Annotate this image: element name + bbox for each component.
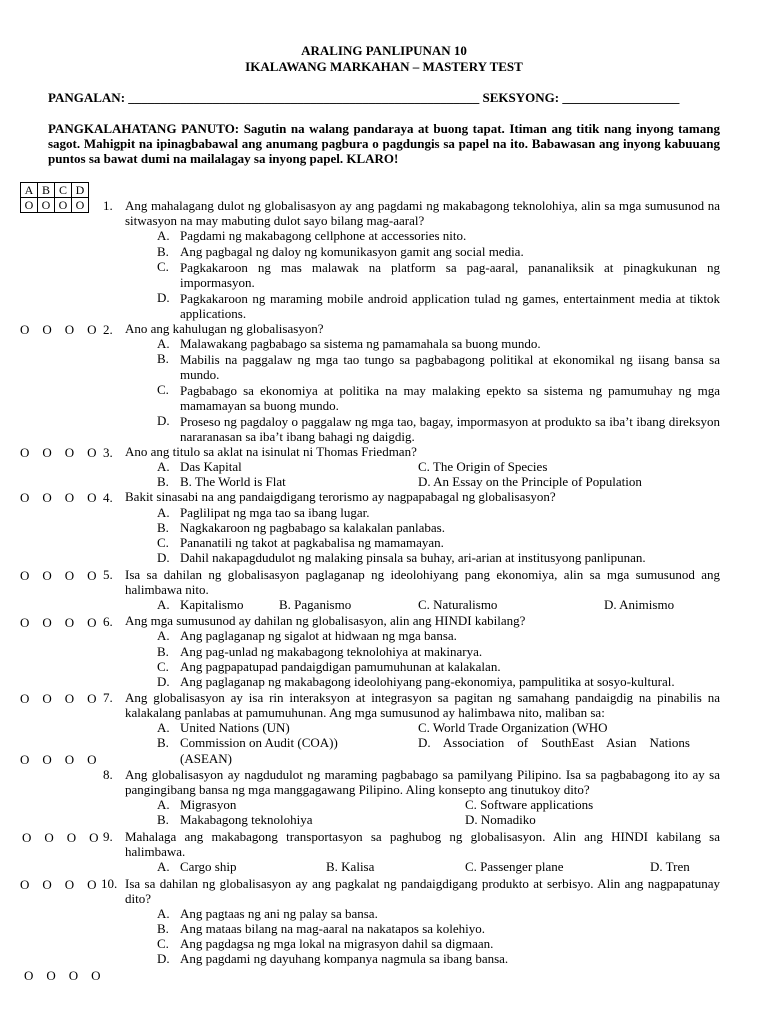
choice-text: C. World Trade Organization (WHO: [418, 720, 608, 735]
choice-letter: A.: [157, 906, 170, 921]
choice-text: Ang pag-unlad ng makabagong teknolohiya at makinarya.: [180, 644, 483, 659]
choice-letter: A.: [157, 505, 170, 520]
choice-text: D. Nomadiko: [465, 812, 536, 827]
choice-letter: B.: [157, 921, 169, 936]
question-stem: Ang mga sumusunod ay dahilan ng globalisasyon, alin ang HINDI kabilang?: [125, 613, 526, 628]
bubble-c[interactable]: O: [66, 830, 77, 845]
choice-text: Ang mataas bilang na mag-aaral na nakatapos sa kolehiyo.: [180, 921, 486, 936]
bubble-c[interactable]: O: [64, 752, 75, 767]
question-number: 7.: [103, 690, 113, 705]
bubble-b[interactable]: O: [42, 877, 52, 892]
choice-letter: A.: [157, 597, 170, 612]
choice-text: C. Software applications: [465, 797, 594, 812]
answer-bubbles[interactable]: [20, 322, 97, 338]
choice-letter: C.: [157, 382, 169, 397]
bubble-a[interactable]: O: [20, 615, 30, 630]
choice-text: Ang pagdagsa ng mga lokal na migrasyon dahil sa digmaan.: [180, 936, 494, 951]
bubble-c[interactable]: O: [68, 968, 79, 983]
choice-text: Pagkakaroon ng mas malawak na platform sa pag-aaral, pananaliksik at pinagkukunan ng impormasyon.: [180, 260, 720, 290]
bubble-c[interactable]: O: [64, 445, 75, 460]
question-stem: Isa sa dahilan ng globalisasyon ay ang pagkalat ng pandaigdigang produkto at serbisyo. Alin ang nagpapatunay dito?: [125, 876, 720, 906]
question-stem: Isa sa dahilan ng globalisasyon paglaganap ng ideolohiyang pang ekonomiya, alin sa mga sumusunod ang halimbawa nito.: [125, 567, 720, 597]
choice-letter: A.: [157, 336, 170, 351]
choice-letter: C.: [157, 659, 169, 674]
choice-text: Migrasyon: [180, 797, 237, 812]
answer-bubbles[interactable]: [20, 445, 97, 461]
answer-bubbles[interactable]: [20, 691, 97, 707]
bubble-c[interactable]: O: [64, 490, 75, 505]
bubble-d[interactable]: O: [87, 691, 97, 706]
answer-bubbles[interactable]: [20, 490, 97, 506]
bubble-b[interactable]: O: [42, 568, 52, 583]
key-letter-c: C: [55, 183, 72, 198]
choice-text: B. Kalisa: [326, 859, 375, 874]
answer-bubbles[interactable]: [22, 830, 99, 846]
choice-text: Malawakang pagbabago sa sistema ng pamamahala sa buong mundo.: [180, 336, 541, 351]
choice-letter: A.: [157, 720, 170, 735]
bubble-d[interactable]: O: [87, 490, 97, 505]
bubble-d[interactable]: O: [87, 615, 97, 630]
question-stem: Ang globalisasyon ay nagdudulot ng maraming pagbabago sa pamilyang Pilipino. Isa sa pagbabagong ito ay sa pangingibang bansa ng mga manggagawang Pilipino. Aling konsepto ang tinutukoy dito?: [125, 767, 720, 797]
general-instructions: PANGKALAHATANG PANUTO: Sagutin na walang pandaraya at buong tapat. Itiman ang titik nang inyong tamang sagot. Mahigpit na ipinagbabawal ang anumang pagbura o pagdungis sa papel na ito. Babawasan ang inyong kabuuang puntos sa bawat dumi na mailalagay sa inyong papel. KLARO!: [48, 121, 720, 166]
choice-letter: A.: [157, 628, 170, 643]
bubble-d[interactable]: O: [89, 830, 99, 845]
choice-text: Ang pagtaas ng ani ng palay sa bansa.: [180, 906, 378, 921]
subject-title: ARALING PANLIPUNAN 10: [301, 43, 467, 58]
bubble-a[interactable]: O: [20, 490, 30, 505]
bubble-b[interactable]: O: [42, 490, 52, 505]
choice-text: D. An Essay on the Principle of Population: [418, 474, 642, 489]
bubble-a[interactable]: O: [20, 691, 30, 706]
choice-letter: D.: [157, 550, 170, 565]
choice-text: Kapitalismo: [180, 597, 244, 612]
question-stem: Ano ang kahulugan ng globalisasyon?: [125, 321, 324, 336]
choice-text: B. Paganismo: [279, 597, 352, 612]
question-number: 3.: [103, 445, 113, 460]
bubble-c[interactable]: O: [64, 615, 75, 630]
choice-letter: A.: [157, 459, 170, 474]
choice-letter: D.: [157, 951, 170, 966]
choice-text: Ang paglaganap ng makabagong ideolohiyang pang-ekonomiya, pampulitika at sosyo-kultural.: [180, 674, 675, 689]
answer-bubbles[interactable]: [24, 968, 101, 984]
choice-letter: B.: [157, 474, 169, 489]
bubble-d[interactable]: O: [87, 322, 97, 337]
choice-text: Makabagong teknolohiya: [180, 812, 313, 827]
bubble-d[interactable]: O: [91, 968, 101, 983]
bubble-b[interactable]: O: [46, 968, 56, 983]
choice-text: Ang paglaganap ng sigalot at hidwaan ng mga bansa.: [180, 628, 457, 643]
choice-letter: D.: [157, 674, 170, 689]
answer-bubbles[interactable]: [20, 615, 97, 631]
answer-bubbles[interactable]: [20, 568, 97, 584]
bubble-c[interactable]: O: [64, 568, 75, 583]
choice-text: Ang pagbagal ng daloy ng komunikasyon gamit ang social media.: [180, 244, 524, 259]
choice-text: Proseso ng pagdaloy o paggalaw ng mga tao, bagay, impormasyon at produkto sa iba’t ibang direksyon nararanasan sa iba’t ibang bahagi ng daigdig.: [180, 414, 720, 444]
bubble-a[interactable]: O: [22, 830, 32, 845]
bubble-a[interactable]: O: [20, 322, 30, 337]
bubble-a[interactable]: O: [24, 968, 34, 983]
question-number: 10.: [101, 876, 118, 891]
answer-bubbles[interactable]: [20, 752, 97, 768]
choice-letter: B.: [157, 520, 169, 535]
choice-text: Commission on Audit (COA)): [180, 735, 338, 750]
key-circle-d[interactable]: O: [72, 198, 89, 213]
choice-letter: B.: [157, 644, 169, 659]
choice-text: D. Tren: [650, 859, 690, 874]
bubble-d[interactable]: O: [87, 877, 97, 892]
question-number: 8.: [103, 767, 113, 782]
question-stem: Ang globalisasyon ay isa rin interaksyon at integrasyon sa pagitan ng samahang pandaigdig na pinabilis na kalakalang panlabas at pamumuhunan. Ang mga sumusunod ay halimbawa nito, maliban sa:: [125, 690, 720, 720]
question-stem: Ang mahalagang dulot ng globalisasyon ay ang pagdami ng makabagong teknolohiya, alin sa mga sumusunod na sitwasyon na may mabuting dulot sayo bilang mag-aaral?: [125, 198, 720, 228]
bubble-a[interactable]: O: [20, 445, 30, 460]
question-stem: Bakit sinasabi na ang pandaigdigang terorismo ay nagpapabagal ng globalisasyon?: [125, 489, 556, 504]
key-letter-d: D: [72, 183, 89, 198]
question-number: 5.: [103, 567, 113, 582]
key-letter-a: A: [21, 183, 38, 198]
choice-letter: B.: [157, 735, 169, 750]
choice-letter: C.: [157, 535, 169, 550]
choice-letter: B.: [157, 351, 169, 366]
key-circle-b[interactable]: O: [38, 198, 55, 213]
choice-letter: A.: [157, 859, 170, 874]
key-circle-a[interactable]: O: [21, 198, 38, 213]
choice-text: Cargo ship: [180, 859, 237, 874]
choice-text: Ang pagpapatupad pandaigdigan pamumuhunan at kalakalan.: [180, 659, 501, 674]
question-number: 2.: [103, 322, 113, 337]
choice-letter: D.: [157, 413, 170, 428]
name-field[interactable]: ______________________________________________________: [128, 90, 480, 105]
test-title: IKALAWANG MARKAHAN – MASTERY TEST: [245, 59, 523, 74]
choice-text: B. The World is Flat: [180, 474, 286, 489]
bubble-c[interactable]: O: [64, 877, 75, 892]
choice-text: Pagdami ng makabagong cellphone at accessories nito.: [180, 228, 467, 243]
bubble-a[interactable]: O: [20, 568, 30, 583]
choice-letter: C.: [157, 259, 169, 274]
bubble-c[interactable]: O: [64, 322, 75, 337]
choice-text: Nagkakaroon ng pagbabago sa kalakalan panlabas.: [180, 520, 445, 535]
choice-text: C. Passenger plane: [465, 859, 564, 874]
choice-text: Das Kapital: [180, 459, 242, 474]
bubble-d[interactable]: O: [87, 568, 97, 583]
choice-text: Pagbabago sa ekonomiya at politika na may malaking epekto sa sistema ng pamumuhay ng mga mamamayan sa buong mundo.: [180, 383, 720, 413]
bubble-b[interactable]: O: [44, 830, 54, 845]
bubble-c[interactable]: O: [64, 691, 75, 706]
choice-text: D. Association of SouthEast Asian Nations: [418, 735, 690, 750]
choice-letter: A.: [157, 797, 170, 812]
question-stem: Mahalaga ang makabagong transportasyon sa paghubog ng globalisasyon. Alin ang HINDI kabilang sa halimbawa.: [125, 829, 720, 859]
section-field[interactable]: __________________: [562, 90, 680, 105]
choice-text: C. Naturalismo: [418, 597, 498, 612]
choice-text: Dahil nakapagdudulot ng malaking pinsala sa buhay, ari-arian at institusyong panlipunan.: [180, 550, 646, 565]
question-number: 1.: [103, 198, 113, 213]
choice-letter: C.: [157, 936, 169, 951]
bubble-b[interactable]: O: [42, 615, 52, 630]
choice-text: (ASEAN): [180, 751, 232, 766]
question-number: 4.: [103, 490, 113, 505]
bubble-b[interactable]: O: [42, 445, 52, 460]
choice-letter: B.: [157, 812, 169, 827]
section-label: SEKSYONG:: [479, 90, 563, 105]
bubble-d[interactable]: O: [87, 752, 97, 767]
choice-letter: B.: [157, 244, 169, 259]
bubble-b[interactable]: O: [42, 691, 52, 706]
question-number: 6.: [103, 614, 113, 629]
name-section-line: [48, 91, 679, 104]
bubble-a[interactable]: O: [20, 877, 30, 892]
question-number: 9.: [103, 829, 113, 844]
choice-text: D. Animismo: [604, 597, 675, 612]
choice-text: Paglilipat ng mga tao sa ibang lugar.: [180, 505, 370, 520]
answer-key-legend: [20, 182, 89, 213]
choice-text: Mabilis na paggalaw ng mga tao tungo sa pagbabagong politikal at ekonomikal ng iisang bansa sa mundo.: [180, 352, 720, 382]
choice-text: Pagkakaroon ng maraming mobile android application tulad ng games, entertainment media at tiktok applications.: [180, 291, 720, 321]
key-letter-b: B: [38, 183, 55, 198]
answer-bubbles[interactable]: [20, 877, 97, 893]
key-circle-c[interactable]: O: [55, 198, 72, 213]
bubble-a[interactable]: O: [20, 752, 30, 767]
name-label: PANGALAN:: [48, 90, 129, 105]
bubble-b[interactable]: O: [42, 322, 52, 337]
choice-text: C. The Origin of Species: [418, 459, 548, 474]
bubble-b[interactable]: O: [42, 752, 52, 767]
choice-text: Ang pagdami ng dayuhang kompanya nagmula sa ibang bansa.: [180, 951, 509, 966]
bubble-d[interactable]: O: [87, 445, 97, 460]
choice-letter: A.: [157, 228, 170, 243]
choice-letter: D.: [157, 290, 170, 305]
choice-text: United Nations (UN): [180, 720, 290, 735]
choice-text: Pananatili ng takot at pagkabalisa ng mamamayan.: [180, 535, 444, 550]
question-stem: Ano ang titulo sa aklat na isinulat ni Thomas Friedman?: [125, 444, 417, 459]
